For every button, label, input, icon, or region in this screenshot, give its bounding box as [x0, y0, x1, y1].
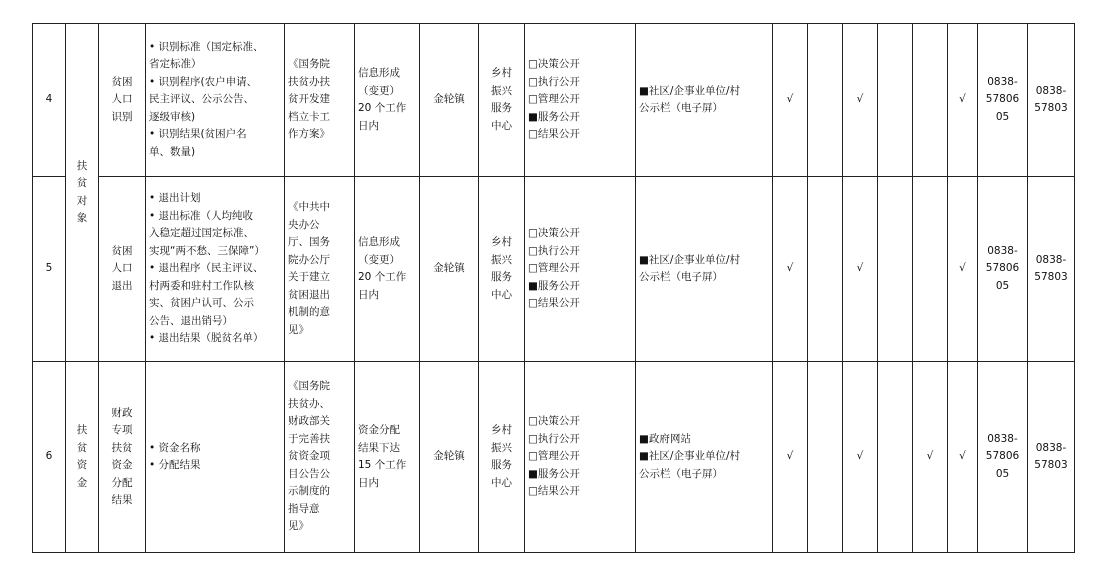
subject-cell: 金轮镇	[420, 177, 479, 362]
row-number: 6	[33, 362, 66, 553]
phone-cell: 0838- 57806 05	[978, 362, 1028, 553]
content-cell: • 退出计划 • 退出标准（人均纯收 入稳定超过国定标准、 实现“两不愁、三保障”） • 退出程序（民主评议、 村两委和驻村工作队核 实、贫困户认可、公示 公告、退出销号） • 退出结果（脱贫名单）	[146, 177, 285, 362]
media-cell: ■社区/企事业单位/村 公示栏（电子屏）	[636, 177, 773, 362]
check-cell	[808, 362, 843, 553]
content-cell: • 识别标准（国定标准、 省定标准） • 识别程序(农户申请、 民主评议、公示公告、 逐级审核) • 识别结果(贫困户名 单、数量)	[146, 24, 285, 177]
media-cell: ■政府网站 ■社区/企事业单位/村 公示栏（电子屏）	[636, 362, 773, 553]
check-cell	[913, 24, 948, 177]
check-cell: √	[843, 362, 878, 553]
category-label-cell: 扶 贫 资 金	[66, 362, 99, 553]
channel-cell: 乡村 振兴 服务 中心	[479, 362, 525, 553]
check-cell	[808, 24, 843, 177]
check-cell: √	[843, 24, 878, 177]
check-cell: √	[948, 24, 978, 177]
phone-cell: 0838- 57803	[1028, 177, 1075, 362]
item-cell: 财政 专项 扶贫 资金 分配 结果	[99, 362, 146, 553]
period-cell: 信息形成 （变更） 20 个工作 日内	[355, 177, 420, 362]
check-cell: √	[773, 24, 808, 177]
basis-cell: 《国务院 扶贫办扶 贫开发建 档立卡工 作方案》	[285, 24, 355, 177]
row-number: 5	[33, 177, 66, 362]
period-cell: 信息形成 （变更） 20 个工作 日内	[355, 24, 420, 177]
check-cell	[878, 24, 913, 177]
phone-cell: 0838- 57806 05	[978, 177, 1028, 362]
disclosure-table	[32, 23, 1075, 553]
media-cell: ■社区/企事业单位/村 公示栏（电子屏）	[636, 24, 773, 177]
channel-cell: 乡村 振兴 服务 中心	[479, 177, 525, 362]
phone-cell: 0838- 57803	[1028, 362, 1075, 553]
check-cell	[878, 177, 913, 362]
check-cell: √	[913, 362, 948, 553]
phone-cell: 0838- 57803	[1028, 24, 1075, 177]
content-cell: • 资金名称 • 分配结果	[146, 362, 285, 553]
category-cell: □决策公开 □执行公开 □管理公开 ■服务公开 □结果公开	[525, 24, 636, 177]
category-cell: □决策公开 □执行公开 □管理公开 ■服务公开 □结果公开	[525, 177, 636, 362]
table-row	[33, 177, 1075, 362]
channel-cell: 乡村 振兴 服务 中心	[479, 24, 525, 177]
row-number: 4	[33, 24, 66, 177]
item-cell: 贫困 人口 识别	[99, 24, 146, 177]
check-cell	[808, 177, 843, 362]
phone-cell: 0838- 57806 05	[978, 24, 1028, 177]
check-cell	[878, 362, 913, 553]
check-cell: √	[948, 362, 978, 553]
period-cell: 资金分配 结果下达 15 个工作 日内	[355, 362, 420, 553]
check-cell: √	[773, 362, 808, 553]
subject-cell: 金轮镇	[420, 24, 479, 177]
category-cell: □决策公开 □执行公开 □管理公开 ■服务公开 □结果公开	[525, 362, 636, 553]
basis-cell: 《国务院 扶贫办、 财政部关 于完善扶 贫资金项 目公告公 示制度的 指导意 见》	[285, 362, 355, 553]
subject-cell: 金轮镇	[420, 362, 479, 553]
check-cell: √	[948, 177, 978, 362]
check-cell: √	[773, 177, 808, 362]
table-row	[33, 362, 1075, 553]
table-row	[33, 24, 1075, 177]
check-cell	[913, 177, 948, 362]
group-label-cell: 扶 贫 对 象	[66, 24, 99, 362]
basis-cell: 《中共中 央办公 厅、国务 院办公厅 关于建立 贫困退出 机制的意 见》	[285, 177, 355, 362]
check-cell: √	[843, 177, 878, 362]
item-cell: 贫困 人口 退出	[99, 177, 146, 362]
